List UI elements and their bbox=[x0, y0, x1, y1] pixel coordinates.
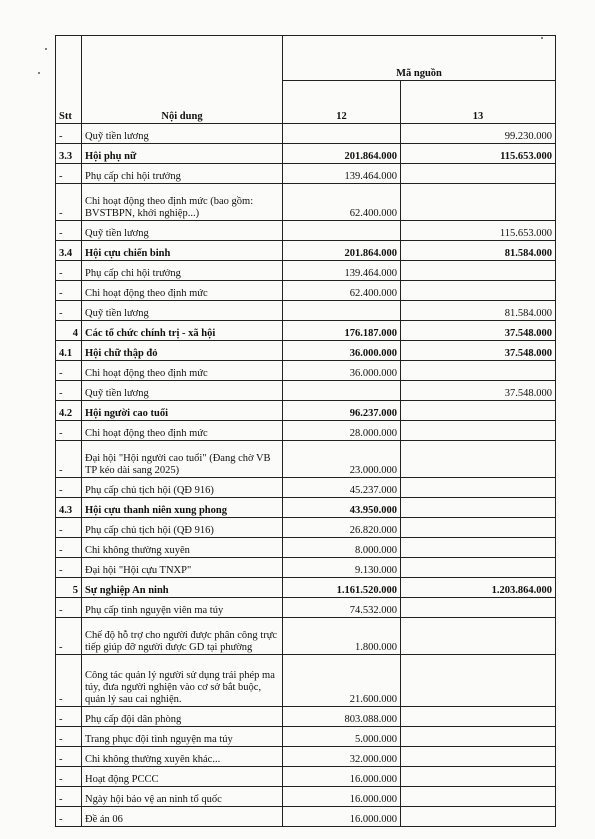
row-content: Quỹ tiền lương bbox=[82, 381, 283, 401]
table-row bbox=[56, 518, 556, 538]
table-row bbox=[56, 578, 556, 598]
row-value-12: 96.237.000 bbox=[283, 401, 401, 421]
row-stt: - bbox=[56, 164, 82, 184]
row-stt: - bbox=[56, 538, 82, 558]
table-row bbox=[56, 221, 556, 241]
row-content: Đề án 06 bbox=[82, 807, 283, 827]
table-row bbox=[56, 401, 556, 421]
row-value-13 bbox=[401, 281, 556, 301]
row-value-13 bbox=[401, 807, 556, 827]
row-value-12: 139.464.000 bbox=[283, 164, 401, 184]
row-stt: - bbox=[56, 787, 82, 807]
table-row bbox=[56, 655, 556, 707]
scan-speck bbox=[45, 48, 47, 50]
row-stt: - bbox=[56, 655, 82, 707]
row-stt: - bbox=[56, 518, 82, 538]
row-value-13: 81.584.000 bbox=[401, 301, 556, 321]
row-value-13 bbox=[401, 164, 556, 184]
table-row bbox=[56, 707, 556, 727]
row-stt: - bbox=[56, 747, 82, 767]
row-stt: 4.2 bbox=[56, 401, 82, 421]
row-content: Công tác quản lý người sử dụng trái phép ma túy, đưa người nghiện vào cơ sở bắt buộc, quản lý sau cai nghiện. bbox=[82, 655, 283, 707]
row-value-12: 201.864.000 bbox=[283, 241, 401, 261]
row-stt: 4.1 bbox=[56, 341, 82, 361]
table-row bbox=[56, 767, 556, 787]
row-value-12: 201.864.000 bbox=[283, 144, 401, 164]
row-value-13 bbox=[401, 747, 556, 767]
row-value-13 bbox=[401, 767, 556, 787]
row-content: Phụ cấp chủ tịch hội (QĐ 916) bbox=[82, 518, 283, 538]
row-stt: - bbox=[56, 807, 82, 827]
row-content: Phụ cấp chi hội trưởng bbox=[82, 261, 283, 281]
row-value-13: 115.653.000 bbox=[401, 221, 556, 241]
row-value-13 bbox=[401, 441, 556, 478]
table-row bbox=[56, 441, 556, 478]
row-stt: - bbox=[56, 441, 82, 478]
table-row bbox=[56, 184, 556, 221]
row-value-12: 16.000.000 bbox=[283, 787, 401, 807]
row-stt: - bbox=[56, 707, 82, 727]
table-row bbox=[56, 341, 556, 361]
row-value-13: 37.548.000 bbox=[401, 341, 556, 361]
row-value-12: 23.000.000 bbox=[283, 441, 401, 478]
row-content: Phụ cấp chi hội trưởng bbox=[82, 164, 283, 184]
row-value-12: 62.400.000 bbox=[283, 281, 401, 301]
row-content: Hội cựu thanh niên xung phong bbox=[82, 498, 283, 518]
row-stt: 4.3 bbox=[56, 498, 82, 518]
row-value-13 bbox=[401, 538, 556, 558]
row-value-12 bbox=[283, 124, 401, 144]
row-value-12: 803.088.000 bbox=[283, 707, 401, 727]
row-stt: - bbox=[56, 361, 82, 381]
table-row bbox=[56, 478, 556, 498]
header-source: Mã nguồn bbox=[283, 36, 556, 81]
row-value-12: 139.464.000 bbox=[283, 261, 401, 281]
row-stt: - bbox=[56, 558, 82, 578]
row-value-12: 36.000.000 bbox=[283, 361, 401, 381]
row-stt: - bbox=[56, 124, 82, 144]
table-row bbox=[56, 558, 556, 578]
table-row bbox=[56, 727, 556, 747]
row-stt: 3.3 bbox=[56, 144, 82, 164]
table-row bbox=[56, 241, 556, 261]
header-content: Nội dung bbox=[82, 36, 283, 124]
row-value-13 bbox=[401, 401, 556, 421]
row-content: Chi hoạt động theo định mức bbox=[82, 281, 283, 301]
row-stt: 4 bbox=[56, 321, 82, 341]
row-value-13 bbox=[401, 478, 556, 498]
row-value-13 bbox=[401, 421, 556, 441]
table-row bbox=[56, 301, 556, 321]
row-value-12: 45.237.000 bbox=[283, 478, 401, 498]
table-row bbox=[56, 164, 556, 184]
table-row bbox=[56, 144, 556, 164]
row-content: Hội phụ nữ bbox=[82, 144, 283, 164]
row-stt: 3.4 bbox=[56, 241, 82, 261]
row-value-12: 176.187.000 bbox=[283, 321, 401, 341]
table-row bbox=[56, 787, 556, 807]
table-body bbox=[56, 124, 556, 827]
table-row bbox=[56, 598, 556, 618]
row-stt: - bbox=[56, 598, 82, 618]
row-content: Phụ cấp đội dân phòng bbox=[82, 707, 283, 727]
row-value-13 bbox=[401, 184, 556, 221]
row-value-12: 1.800.000 bbox=[283, 618, 401, 655]
row-value-12: 36.000.000 bbox=[283, 341, 401, 361]
row-stt: - bbox=[56, 281, 82, 301]
row-stt: 5 bbox=[56, 578, 82, 598]
table-row bbox=[56, 747, 556, 767]
row-value-13 bbox=[401, 727, 556, 747]
row-content: Hội cựu chiến binh bbox=[82, 241, 283, 261]
row-value-12: 28.000.000 bbox=[283, 421, 401, 441]
row-content: Chi hoạt động theo định mức bbox=[82, 361, 283, 381]
row-content: Quỹ tiền lương bbox=[82, 301, 283, 321]
row-value-12 bbox=[283, 381, 401, 401]
row-stt: - bbox=[56, 421, 82, 441]
row-value-12: 16.000.000 bbox=[283, 767, 401, 787]
row-value-13 bbox=[401, 598, 556, 618]
row-value-13: 99.230.000 bbox=[401, 124, 556, 144]
row-content: Đại hội "Hội cựu TNXP" bbox=[82, 558, 283, 578]
row-value-13 bbox=[401, 558, 556, 578]
row-value-13: 37.548.000 bbox=[401, 321, 556, 341]
row-content: Phụ cấp tình nguyện viên ma túy bbox=[82, 598, 283, 618]
row-value-13 bbox=[401, 707, 556, 727]
row-content: Chi không thường xuyên khác... bbox=[82, 747, 283, 767]
row-content: Sự nghiệp An ninh bbox=[82, 578, 283, 598]
row-value-12: 43.950.000 bbox=[283, 498, 401, 518]
row-value-12: 1.161.520.000 bbox=[283, 578, 401, 598]
row-value-12: 9.130.000 bbox=[283, 558, 401, 578]
budget-table bbox=[55, 35, 556, 827]
table-row bbox=[56, 124, 556, 144]
row-content: Chi hoạt động theo định mức (bao gồm: BVSTBPN, khởi nghiệp...) bbox=[82, 184, 283, 221]
table-row bbox=[56, 618, 556, 655]
row-stt: - bbox=[56, 221, 82, 241]
row-value-12 bbox=[283, 301, 401, 321]
table-row bbox=[56, 498, 556, 518]
row-value-13 bbox=[401, 655, 556, 707]
row-stt: - bbox=[56, 261, 82, 281]
row-value-13 bbox=[401, 361, 556, 381]
row-value-13 bbox=[401, 261, 556, 281]
row-value-12: 32.000.000 bbox=[283, 747, 401, 767]
table-row bbox=[56, 281, 556, 301]
row-value-12: 21.600.000 bbox=[283, 655, 401, 707]
row-content: Chi không thường xuyên bbox=[82, 538, 283, 558]
header-stt: Stt bbox=[56, 36, 82, 124]
table-row bbox=[56, 321, 556, 341]
row-content: Ngày hội bảo vệ an ninh tổ quốc bbox=[82, 787, 283, 807]
row-content: Chế độ hỗ trợ cho người được phân công trực tiếp giúp đỡ người được GD tại phường bbox=[82, 618, 283, 655]
row-value-12: 5.000.000 bbox=[283, 727, 401, 747]
table-row bbox=[56, 361, 556, 381]
row-content: Hội người cao tuổi bbox=[82, 401, 283, 421]
row-value-12: 8.000.000 bbox=[283, 538, 401, 558]
row-content: Trang phục đội tình nguyện ma túy bbox=[82, 727, 283, 747]
row-value-13 bbox=[401, 618, 556, 655]
row-content: Các tổ chức chính trị - xã hội bbox=[82, 321, 283, 341]
row-value-12: 74.532.000 bbox=[283, 598, 401, 618]
row-content: Quỹ tiền lương bbox=[82, 221, 283, 241]
scan-speck bbox=[38, 72, 40, 74]
row-value-12: 26.820.000 bbox=[283, 518, 401, 538]
row-value-13 bbox=[401, 498, 556, 518]
row-content: Quỹ tiền lương bbox=[82, 124, 283, 144]
row-stt: - bbox=[56, 381, 82, 401]
row-value-12: 16.000.000 bbox=[283, 807, 401, 827]
row-value-13: 1.203.864.000 bbox=[401, 578, 556, 598]
row-stt: - bbox=[56, 767, 82, 787]
row-value-12: 62.400.000 bbox=[283, 184, 401, 221]
row-stt: - bbox=[56, 184, 82, 221]
row-stt: - bbox=[56, 618, 82, 655]
table-row bbox=[56, 421, 556, 441]
row-value-13: 81.584.000 bbox=[401, 241, 556, 261]
header-col-13: 13 bbox=[401, 81, 556, 124]
table-row bbox=[56, 538, 556, 558]
row-content: Đại hội "Hội người cao tuổi" (Đang chờ VB TP kéo dài sang 2025) bbox=[82, 441, 283, 478]
row-value-13: 115.653.000 bbox=[401, 144, 556, 164]
row-content: Hội chữ thập đỏ bbox=[82, 341, 283, 361]
row-value-13: 37.548.000 bbox=[401, 381, 556, 401]
row-content: Chi hoạt động theo định mức bbox=[82, 421, 283, 441]
row-value-13 bbox=[401, 518, 556, 538]
table-row bbox=[56, 261, 556, 281]
table-row bbox=[56, 381, 556, 401]
row-stt: - bbox=[56, 478, 82, 498]
row-value-12 bbox=[283, 221, 401, 241]
row-value-13 bbox=[401, 787, 556, 807]
header-col-12: 12 bbox=[283, 81, 401, 124]
row-stt: - bbox=[56, 727, 82, 747]
row-stt: - bbox=[56, 301, 82, 321]
row-content: Hoạt động PCCC bbox=[82, 767, 283, 787]
row-content: Phụ cấp chủ tịch hội (QĐ 916) bbox=[82, 478, 283, 498]
table-row bbox=[56, 807, 556, 827]
